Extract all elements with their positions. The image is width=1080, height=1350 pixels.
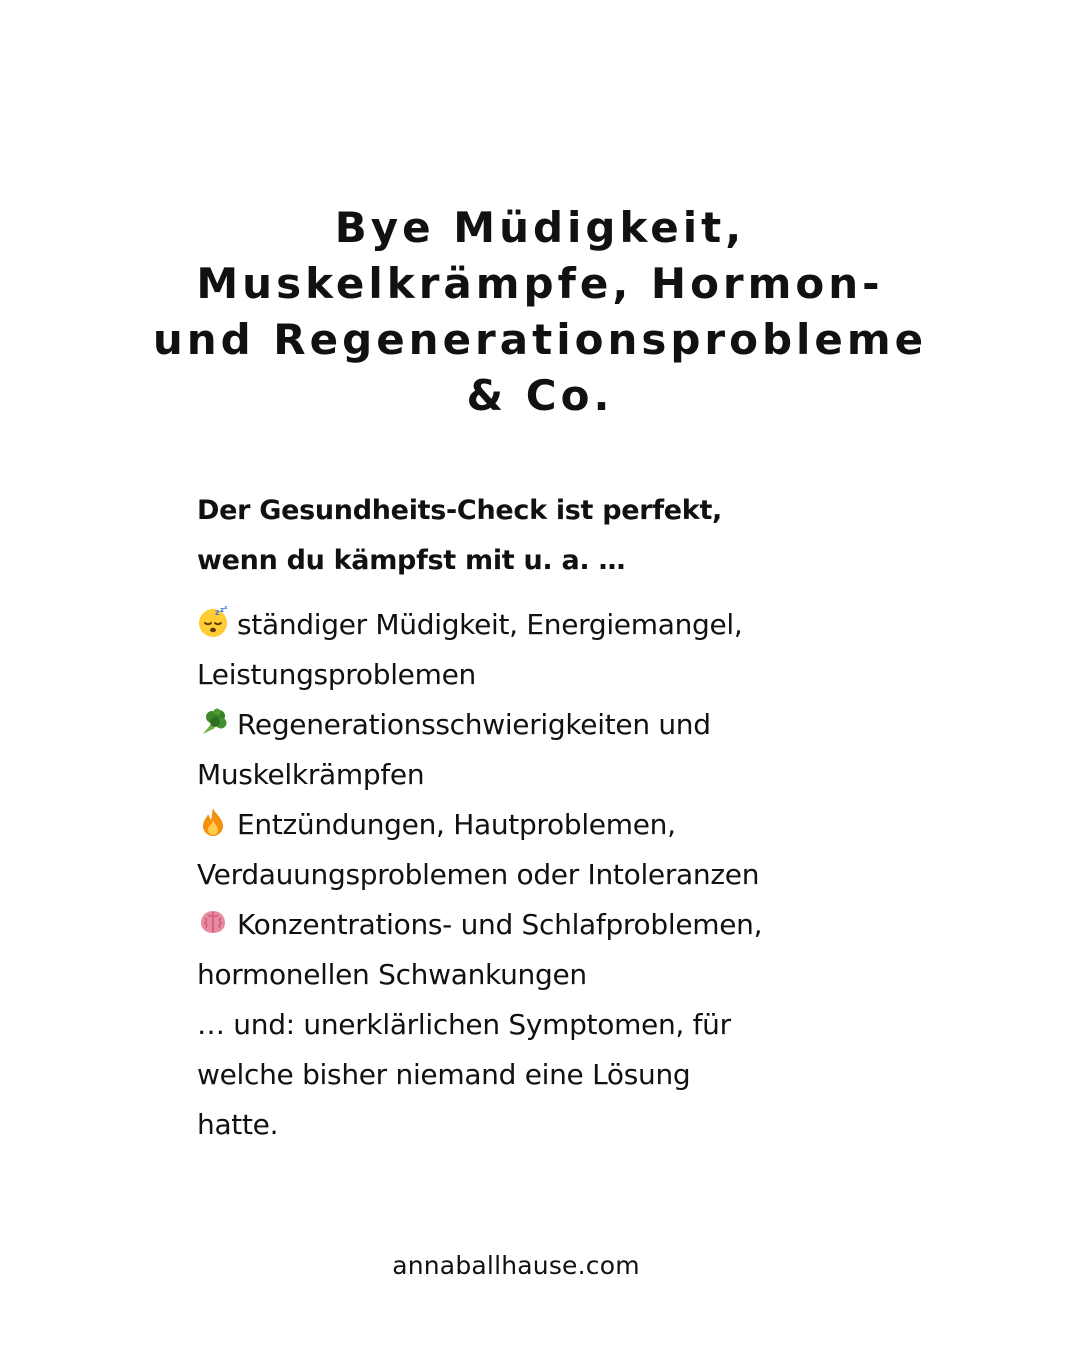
headline-line: und Regenerationsprobleme [152,315,928,364]
list-item-continuation: Leistungsproblemen [197,658,476,691]
website-footer: annaballhause.com [392,1251,640,1280]
headline-line: & Co. [466,371,614,420]
svg-text:z: z [220,606,224,614]
list-item-continuation: hormonellen Schwankungen [197,958,587,991]
list-item [197,700,917,750]
list-item-text: Regenerationsschwierigkeiten und [237,708,711,741]
svg-text:z: z [215,608,220,617]
closing-line: hatte. [197,1108,279,1141]
list-item-continuation: Verdauungsproblemen oder Intoleranzen [197,858,760,891]
list-item [197,800,917,850]
headline-line: Muskelkrämpfe, Hormon- [196,259,884,308]
svg-text:z: z [224,606,228,611]
intro-line: Der Gesundheits-Check ist perfekt, [197,495,723,526]
broccoli-icon [197,706,229,738]
list-item-text: Entzündungen, Hautproblemen, [237,808,676,841]
headline [60,200,1020,424]
intro-line: wenn du kämpfst mit u. a. … [197,545,626,576]
list-item-text: ständiger Müdigkeit, Energiemangel, [237,608,743,641]
symptom-list [197,600,917,1150]
brain-icon [197,906,229,938]
closing-line: welche bisher niemand eine Lösung [197,1058,691,1091]
list-item-continuation: Muskelkrämpfen [197,758,425,791]
headline-line: Bye Müdigkeit, [334,203,746,252]
content-block [197,486,917,1150]
sleeping-face-icon [197,606,229,638]
list-item [197,600,917,650]
intro-text [197,486,917,586]
closing-line: … und: unerklärlichen Symptomen, für [197,1008,731,1041]
fire-icon [197,806,229,838]
list-item [197,900,917,950]
list-item-text: Konzentrations- und Schlafproblemen, [237,908,763,941]
